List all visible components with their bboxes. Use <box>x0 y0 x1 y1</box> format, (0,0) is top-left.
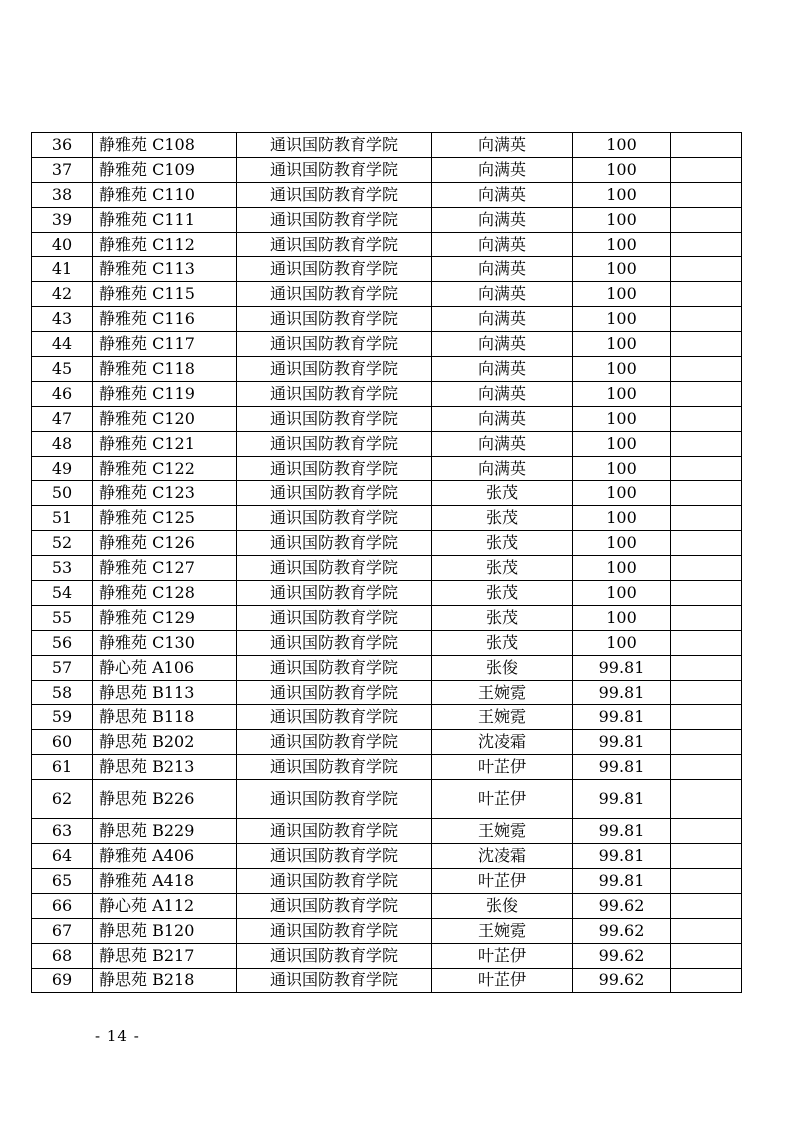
row-number-cell: 38 <box>32 182 93 207</box>
score-cell: 100 <box>573 381 671 406</box>
score-cell: 99.81 <box>573 755 671 780</box>
row-number-cell: 39 <box>32 207 93 232</box>
inspector-name-cell: 向满英 <box>432 133 573 158</box>
row-number-cell: 52 <box>32 531 93 556</box>
row-number-cell: 55 <box>32 605 93 630</box>
table-row <box>32 556 742 581</box>
table-row <box>32 381 742 406</box>
inspector-name-cell: 向满英 <box>432 182 573 207</box>
row-number-cell: 45 <box>32 357 93 382</box>
table-row <box>32 406 742 431</box>
score-cell: 99.81 <box>573 680 671 705</box>
remark-cell <box>671 456 742 481</box>
score-cell: 100 <box>573 182 671 207</box>
row-number-cell: 54 <box>32 581 93 606</box>
table-row <box>32 257 742 282</box>
score-cell: 99.81 <box>573 705 671 730</box>
college-cell: 通识国防教育学院 <box>237 780 432 819</box>
score-cell: 99.62 <box>573 918 671 943</box>
college-cell: 通识国防教育学院 <box>237 456 432 481</box>
row-number-cell: 68 <box>32 943 93 968</box>
dorm-room-cell: 静雅苑 C116 <box>93 307 237 332</box>
row-number-cell: 47 <box>32 406 93 431</box>
dorm-room-cell: 静雅苑 A406 <box>93 844 237 869</box>
inspector-name-cell: 向满英 <box>432 257 573 282</box>
row-number-cell: 66 <box>32 893 93 918</box>
remark-cell <box>671 730 742 755</box>
college-cell: 通识国防教育学院 <box>237 481 432 506</box>
college-cell: 通识国防教育学院 <box>237 819 432 844</box>
inspector-name-cell: 沈凌霜 <box>432 730 573 755</box>
remark-cell <box>671 307 742 332</box>
dorm-room-cell: 静思苑 B113 <box>93 680 237 705</box>
table-row <box>32 456 742 481</box>
inspector-name-cell: 张俊 <box>432 893 573 918</box>
dorm-room-cell: 静雅苑 C113 <box>93 257 237 282</box>
dorm-room-cell: 静雅苑 C127 <box>93 556 237 581</box>
score-cell: 100 <box>573 581 671 606</box>
table-row <box>32 531 742 556</box>
college-cell: 通识国防教育学院 <box>237 918 432 943</box>
remark-cell <box>671 157 742 182</box>
remark-cell <box>671 431 742 456</box>
table-row <box>32 481 742 506</box>
college-cell: 通识国防教育学院 <box>237 943 432 968</box>
dorm-room-cell: 静雅苑 C130 <box>93 630 237 655</box>
college-cell: 通识国防教育学院 <box>237 893 432 918</box>
college-cell: 通识国防教育学院 <box>237 232 432 257</box>
dorm-room-cell: 静雅苑 C119 <box>93 381 237 406</box>
remark-cell <box>671 257 742 282</box>
inspector-name-cell: 张茂 <box>432 581 573 606</box>
row-number-cell: 44 <box>32 332 93 357</box>
inspector-name-cell: 叶芷伊 <box>432 868 573 893</box>
college-cell: 通识国防教育学院 <box>237 868 432 893</box>
college-cell: 通识国防教育学院 <box>237 182 432 207</box>
table-row <box>32 581 742 606</box>
remark-cell <box>671 357 742 382</box>
score-cell: 100 <box>573 282 671 307</box>
row-number-cell: 61 <box>32 755 93 780</box>
remark-cell <box>671 943 742 968</box>
dorm-room-cell: 静思苑 B120 <box>93 918 237 943</box>
dormitory-score-table <box>31 132 742 993</box>
college-cell: 通识国防教育学院 <box>237 282 432 307</box>
score-cell: 100 <box>573 406 671 431</box>
row-number-cell: 41 <box>32 257 93 282</box>
remark-cell <box>671 481 742 506</box>
remark-cell <box>671 182 742 207</box>
score-cell: 99.81 <box>573 819 671 844</box>
score-cell: 100 <box>573 481 671 506</box>
row-number-cell: 62 <box>32 780 93 819</box>
dorm-room-cell: 静雅苑 C128 <box>93 581 237 606</box>
table-row <box>32 431 742 456</box>
score-cell: 100 <box>573 605 671 630</box>
score-cell: 100 <box>573 207 671 232</box>
score-cell: 100 <box>573 431 671 456</box>
dorm-room-cell: 静雅苑 C115 <box>93 282 237 307</box>
dorm-room-cell: 静思苑 B213 <box>93 755 237 780</box>
remark-cell <box>671 680 742 705</box>
remark-cell <box>671 605 742 630</box>
table-row <box>32 307 742 332</box>
college-cell: 通识国防教育学院 <box>237 680 432 705</box>
inspector-name-cell: 向满英 <box>432 207 573 232</box>
college-cell: 通识国防教育学院 <box>237 381 432 406</box>
table-row <box>32 357 742 382</box>
inspector-name-cell: 向满英 <box>432 157 573 182</box>
table-row <box>32 655 742 680</box>
score-cell: 100 <box>573 357 671 382</box>
row-number-cell: 48 <box>32 431 93 456</box>
inspector-name-cell: 张茂 <box>432 630 573 655</box>
dorm-room-cell: 静雅苑 C125 <box>93 506 237 531</box>
table-row <box>32 943 742 968</box>
row-number-cell: 46 <box>32 381 93 406</box>
table-row <box>32 605 742 630</box>
table-row <box>32 630 742 655</box>
table-row <box>32 332 742 357</box>
table-row <box>32 506 742 531</box>
row-number-cell: 64 <box>32 844 93 869</box>
row-number-cell: 36 <box>32 133 93 158</box>
table-row <box>32 182 742 207</box>
table-row <box>32 730 742 755</box>
dorm-room-cell: 静雅苑 C110 <box>93 182 237 207</box>
inspector-name-cell: 沈凌霜 <box>432 844 573 869</box>
table-row <box>32 918 742 943</box>
remark-cell <box>671 282 742 307</box>
score-cell: 99.81 <box>573 844 671 869</box>
table-row <box>32 207 742 232</box>
dorm-room-cell: 静雅苑 C123 <box>93 481 237 506</box>
college-cell: 通识国防教育学院 <box>237 655 432 680</box>
college-cell: 通识国防教育学院 <box>237 630 432 655</box>
row-number-cell: 57 <box>32 655 93 680</box>
inspector-name-cell: 向满英 <box>432 332 573 357</box>
college-cell: 通识国防教育学院 <box>237 133 432 158</box>
college-cell: 通识国防教育学院 <box>237 207 432 232</box>
score-cell: 100 <box>573 257 671 282</box>
dorm-room-cell: 静雅苑 C126 <box>93 531 237 556</box>
table-row <box>32 755 742 780</box>
college-cell: 通识国防教育学院 <box>237 506 432 531</box>
dorm-room-cell: 静思苑 B226 <box>93 780 237 819</box>
college-cell: 通识国防教育学院 <box>237 307 432 332</box>
remark-cell <box>671 755 742 780</box>
dorm-room-cell: 静雅苑 C129 <box>93 605 237 630</box>
table-row <box>32 893 742 918</box>
inspector-name-cell: 向满英 <box>432 357 573 382</box>
dorm-room-cell: 静思苑 B202 <box>93 730 237 755</box>
remark-cell <box>671 133 742 158</box>
score-cell: 100 <box>573 232 671 257</box>
score-cell: 100 <box>573 506 671 531</box>
dorm-room-cell: 静雅苑 C122 <box>93 456 237 481</box>
remark-cell <box>671 381 742 406</box>
college-cell: 通识国防教育学院 <box>237 730 432 755</box>
dorm-room-cell: 静心苑 A112 <box>93 893 237 918</box>
row-number-cell: 69 <box>32 968 93 993</box>
dorm-room-cell: 静雅苑 C120 <box>93 406 237 431</box>
college-cell: 通识国防教育学院 <box>237 705 432 730</box>
dorm-room-cell: 静雅苑 C117 <box>93 332 237 357</box>
remark-cell <box>671 207 742 232</box>
dorm-room-cell: 静雅苑 C112 <box>93 232 237 257</box>
row-number-cell: 42 <box>32 282 93 307</box>
remark-cell <box>671 893 742 918</box>
inspector-name-cell: 向满英 <box>432 381 573 406</box>
row-number-cell: 40 <box>32 232 93 257</box>
dorm-room-cell: 静心苑 A106 <box>93 655 237 680</box>
table-row <box>32 232 742 257</box>
table-row <box>32 868 742 893</box>
table-row <box>32 705 742 730</box>
row-number-cell: 51 <box>32 506 93 531</box>
row-number-cell: 43 <box>32 307 93 332</box>
table-row <box>32 680 742 705</box>
inspector-name-cell: 王婉霓 <box>432 819 573 844</box>
row-number-cell: 59 <box>32 705 93 730</box>
score-cell: 99.62 <box>573 893 671 918</box>
score-cell: 99.81 <box>573 655 671 680</box>
row-number-cell: 63 <box>32 819 93 844</box>
dorm-room-cell: 静思苑 B229 <box>93 819 237 844</box>
remark-cell <box>671 780 742 819</box>
score-cell: 99.81 <box>573 868 671 893</box>
table-row <box>32 819 742 844</box>
dorm-room-cell: 静思苑 B217 <box>93 943 237 968</box>
row-number-cell: 37 <box>32 157 93 182</box>
college-cell: 通识国防教育学院 <box>237 157 432 182</box>
college-cell: 通识国防教育学院 <box>237 357 432 382</box>
dorm-room-cell: 静雅苑 C109 <box>93 157 237 182</box>
remark-cell <box>671 556 742 581</box>
remark-cell <box>671 705 742 730</box>
dorm-room-cell: 静思苑 B218 <box>93 968 237 993</box>
inspector-name-cell: 叶芷伊 <box>432 755 573 780</box>
row-number-cell: 49 <box>32 456 93 481</box>
remark-cell <box>671 918 742 943</box>
college-cell: 通识国防教育学院 <box>237 605 432 630</box>
college-cell: 通识国防教育学院 <box>237 968 432 993</box>
table-row <box>32 968 742 993</box>
college-cell: 通识国防教育学院 <box>237 581 432 606</box>
inspector-name-cell: 向满英 <box>432 232 573 257</box>
score-cell: 100 <box>573 332 671 357</box>
score-cell: 99.81 <box>573 780 671 819</box>
inspector-name-cell: 张俊 <box>432 655 573 680</box>
college-cell: 通识国防教育学院 <box>237 531 432 556</box>
score-cell: 100 <box>573 531 671 556</box>
inspector-name-cell: 张茂 <box>432 481 573 506</box>
row-number-cell: 60 <box>32 730 93 755</box>
inspector-name-cell: 王婉霓 <box>432 680 573 705</box>
remark-cell <box>671 819 742 844</box>
score-cell: 99.62 <box>573 968 671 993</box>
inspector-name-cell: 王婉霓 <box>432 705 573 730</box>
inspector-name-cell: 向满英 <box>432 431 573 456</box>
score-cell: 100 <box>573 307 671 332</box>
remark-cell <box>671 968 742 993</box>
dorm-room-cell: 静雅苑 C111 <box>93 207 237 232</box>
dorm-room-cell: 静思苑 B118 <box>93 705 237 730</box>
college-cell: 通识国防教育学院 <box>237 556 432 581</box>
inspector-name-cell: 张茂 <box>432 605 573 630</box>
inspector-name-cell: 张茂 <box>432 506 573 531</box>
score-cell: 99.62 <box>573 943 671 968</box>
inspector-name-cell: 向满英 <box>432 307 573 332</box>
inspector-name-cell: 叶芷伊 <box>432 968 573 993</box>
inspector-name-cell: 向满英 <box>432 282 573 307</box>
remark-cell <box>671 531 742 556</box>
row-number-cell: 58 <box>32 680 93 705</box>
college-cell: 通识国防教育学院 <box>237 332 432 357</box>
remark-cell <box>671 581 742 606</box>
table-row <box>32 157 742 182</box>
score-cell: 100 <box>573 133 671 158</box>
inspector-name-cell: 向满英 <box>432 406 573 431</box>
inspector-name-cell: 叶芷伊 <box>432 943 573 968</box>
college-cell: 通识国防教育学院 <box>237 431 432 456</box>
row-number-cell: 56 <box>32 630 93 655</box>
table-body <box>32 133 742 993</box>
remark-cell <box>671 655 742 680</box>
score-cell: 99.81 <box>573 730 671 755</box>
remark-cell <box>671 406 742 431</box>
table-row <box>32 133 742 158</box>
college-cell: 通识国防教育学院 <box>237 755 432 780</box>
row-number-cell: 65 <box>32 868 93 893</box>
inspector-name-cell: 向满英 <box>432 456 573 481</box>
remark-cell <box>671 232 742 257</box>
college-cell: 通识国防教育学院 <box>237 257 432 282</box>
remark-cell <box>671 630 742 655</box>
row-number-cell: 50 <box>32 481 93 506</box>
score-cell: 100 <box>573 630 671 655</box>
dorm-room-cell: 静雅苑 C108 <box>93 133 237 158</box>
page-number: - 14 - <box>95 1027 140 1045</box>
college-cell: 通识国防教育学院 <box>237 844 432 869</box>
score-cell: 100 <box>573 157 671 182</box>
row-number-cell: 67 <box>32 918 93 943</box>
remark-cell <box>671 332 742 357</box>
table-row <box>32 844 742 869</box>
inspector-name-cell: 张茂 <box>432 531 573 556</box>
score-cell: 100 <box>573 556 671 581</box>
dorm-room-cell: 静雅苑 C118 <box>93 357 237 382</box>
row-number-cell: 53 <box>32 556 93 581</box>
dorm-room-cell: 静雅苑 A418 <box>93 868 237 893</box>
inspector-name-cell: 叶芷伊 <box>432 780 573 819</box>
dorm-room-cell: 静雅苑 C121 <box>93 431 237 456</box>
college-cell: 通识国防教育学院 <box>237 406 432 431</box>
remark-cell <box>671 868 742 893</box>
remark-cell <box>671 506 742 531</box>
remark-cell <box>671 844 742 869</box>
table-row <box>32 780 742 819</box>
table-row <box>32 282 742 307</box>
inspector-name-cell: 王婉霓 <box>432 918 573 943</box>
inspector-name-cell: 张茂 <box>432 556 573 581</box>
score-cell: 100 <box>573 456 671 481</box>
